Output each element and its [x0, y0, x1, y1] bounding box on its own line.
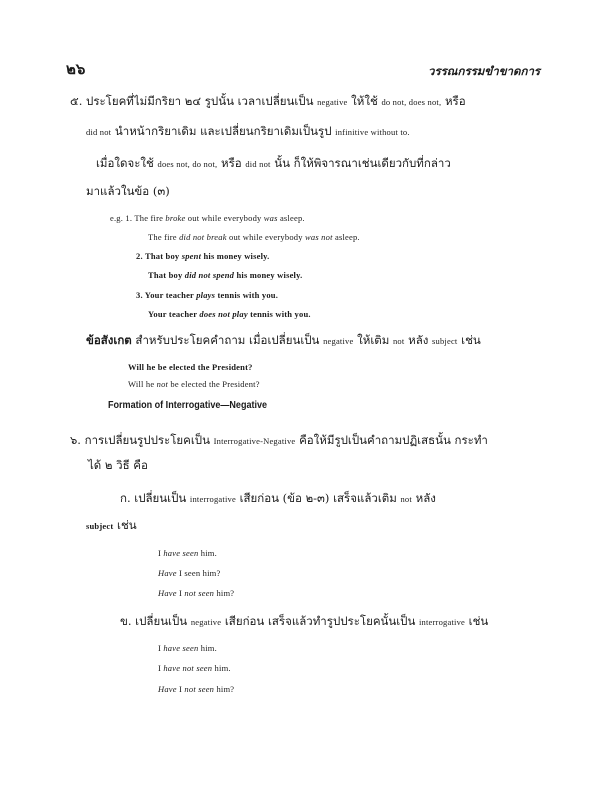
example-text: him. [198, 548, 217, 558]
example-emph: spent [181, 251, 202, 261]
item6-ka-line [120, 491, 436, 506]
example-text: I [158, 643, 164, 653]
ka-example [158, 546, 217, 560]
item5-l3-c: หรือ [221, 156, 242, 170]
ka-example [158, 586, 234, 600]
kho-example [158, 682, 234, 696]
kho-example [158, 641, 217, 655]
example-text: I seen him? [176, 568, 221, 578]
note-line [86, 333, 481, 348]
item6-l1-c: คือให้มีรูปเป็นคำถามปฏิเสธนั้น กระทำ [299, 433, 488, 447]
example-text: I [158, 663, 164, 673]
example-emph: have seen [163, 643, 199, 653]
example-text: Your teacher [144, 290, 197, 300]
example-text: him. [198, 643, 217, 653]
item6-line1 [70, 433, 488, 448]
running-title: วรรณกรรมขำขาดการ [428, 64, 541, 78]
ka-text: (ข้อ ๒-๓) [282, 491, 330, 505]
example-text: asleep. [277, 213, 305, 223]
example-emph: plays [196, 290, 216, 300]
example-emph: did not spend [184, 270, 235, 280]
item5-l2-b: นำหน้ากริยาเดิม และเปลี่ยนกริยาเดิมเป็นรูป [114, 124, 332, 138]
item5-line4: มาแล้วในข้อ (๓) [86, 184, 170, 198]
item5-line2 [86, 124, 410, 139]
example-line [136, 249, 269, 263]
item5-l1-c: ให้ใช้ [351, 94, 378, 108]
example-text: be elected the President? [168, 379, 260, 389]
example-text: That boy [144, 251, 182, 261]
example-text: him? [214, 588, 235, 598]
example-text: him. [212, 663, 231, 673]
ka-example [158, 566, 220, 580]
item5-l3-b: does not, do not, [157, 159, 218, 169]
note-text: negative [323, 336, 354, 346]
item5-l3-e: นั้น ก็ให้พิจารณาเช่นเดียวกับที่กล่าว [274, 156, 451, 170]
example-line [148, 230, 360, 244]
example-emph: not [156, 379, 169, 389]
example-text: Your teacher [148, 309, 200, 319]
item5-line3 [96, 156, 451, 171]
kho-text: interrogative [418, 617, 466, 627]
note-text: หลัง [408, 333, 429, 347]
note-text: subject [432, 336, 458, 346]
note-text: ให้เติม [357, 333, 390, 347]
example-line [136, 288, 278, 302]
example-text: tennis with you. [215, 290, 279, 300]
kho-text: เช่น [468, 614, 489, 628]
ka-text: interrogative [189, 494, 236, 504]
example-emph: not seen [184, 684, 215, 694]
example-emph: have not seen [163, 663, 213, 673]
example-emph: does not play [199, 309, 248, 319]
example-text: I [176, 588, 185, 598]
example-text: out while everybody [226, 232, 306, 242]
example-emph: Have [158, 568, 177, 578]
ka-text: หลัง [415, 491, 436, 505]
example-label: 2. [136, 251, 143, 261]
item5-line1 [70, 94, 466, 109]
item5-number: ๕. [70, 94, 83, 108]
ka2-text: เช่น [117, 518, 137, 532]
example-text: asleep. [332, 232, 360, 242]
item5-l1-e: หรือ [444, 94, 466, 108]
example-emph: have seen [163, 548, 199, 558]
kho-text: เสียก่อน เสร็จแล้วทำรูปประโยคนั้นเป็น [224, 614, 416, 628]
example-text: I [176, 684, 185, 694]
example-emph: Have [158, 588, 177, 598]
item5-l3-a: เมื่อใดจะใช้ [96, 156, 154, 170]
item5-l1-a: ประโยคที่ไม่มีกริยา ๒๔ รูปนั้น เวลาเปลี่ยนเป็น [86, 94, 314, 108]
example-emph: not seen [184, 588, 215, 598]
question-example [128, 377, 260, 391]
example-line [148, 268, 302, 282]
section-heading: Formation of Interrogative—Negative [108, 399, 268, 411]
example-emph: Have [158, 684, 177, 694]
item5-l1-b: negative [317, 97, 348, 107]
item5-l2-c: infinitive without to. [335, 127, 410, 137]
item5-l3-d: did not [245, 159, 271, 169]
example-text: out while everybody [185, 213, 264, 223]
ka-text: not [400, 494, 412, 504]
note-label: ข้อสังเกต [86, 333, 132, 347]
item5-l1-d: do not, does not, [381, 97, 442, 107]
example-text: I [158, 548, 164, 558]
ka2-text: subject [86, 521, 114, 531]
example-emph: was [263, 213, 278, 223]
ka-text: ก. เปลี่ยนเป็น [120, 491, 187, 505]
kho-text: negative [190, 617, 222, 627]
note-text: เช่น [461, 333, 481, 347]
item6-l1-b: Interrogative-Negative [213, 436, 296, 446]
note-text: not [392, 336, 405, 346]
kho-text: ข. เปลี่ยนเป็น [120, 614, 188, 628]
page-number: ๒๖ [66, 60, 86, 78]
example-line [148, 307, 311, 321]
example-line [110, 211, 305, 225]
example-text: tennis with you. [247, 309, 311, 319]
example-emph: broke [165, 213, 186, 223]
kho-example [158, 661, 231, 675]
example-emph: did not break [179, 232, 227, 242]
question-example: Will he be elected the President? [128, 362, 253, 372]
ka-text: เสร็จแล้วเติม [333, 491, 397, 505]
example-text: him? [214, 684, 235, 694]
item6-l1-a: การเปลี่ยนรูปประโยคเป็น [84, 433, 210, 447]
item6-kho-line [120, 614, 488, 629]
example-text: That boy [148, 270, 185, 280]
item6-number: ๖. [70, 433, 81, 447]
example-text: his money wisely. [201, 251, 270, 261]
example-label: e.g. 1. [110, 213, 133, 223]
example-text: The fire [148, 232, 180, 242]
example-text: Will he [128, 379, 157, 389]
example-text: The fire [134, 213, 166, 223]
item5-l2-a: did not [86, 127, 112, 137]
example-emph: was not [305, 232, 333, 242]
item6-ka-line2 [86, 518, 137, 533]
item6-line2: ได้ ๒ วิธี คือ [88, 458, 148, 472]
example-label: 3. [136, 290, 143, 300]
ka-text: เสียก่อน [239, 491, 280, 505]
example-text: his money wisely. [234, 270, 303, 280]
note-text: สำหรับประโยคคำถาม เมื่อเปลี่ยนเป็น [135, 333, 320, 347]
